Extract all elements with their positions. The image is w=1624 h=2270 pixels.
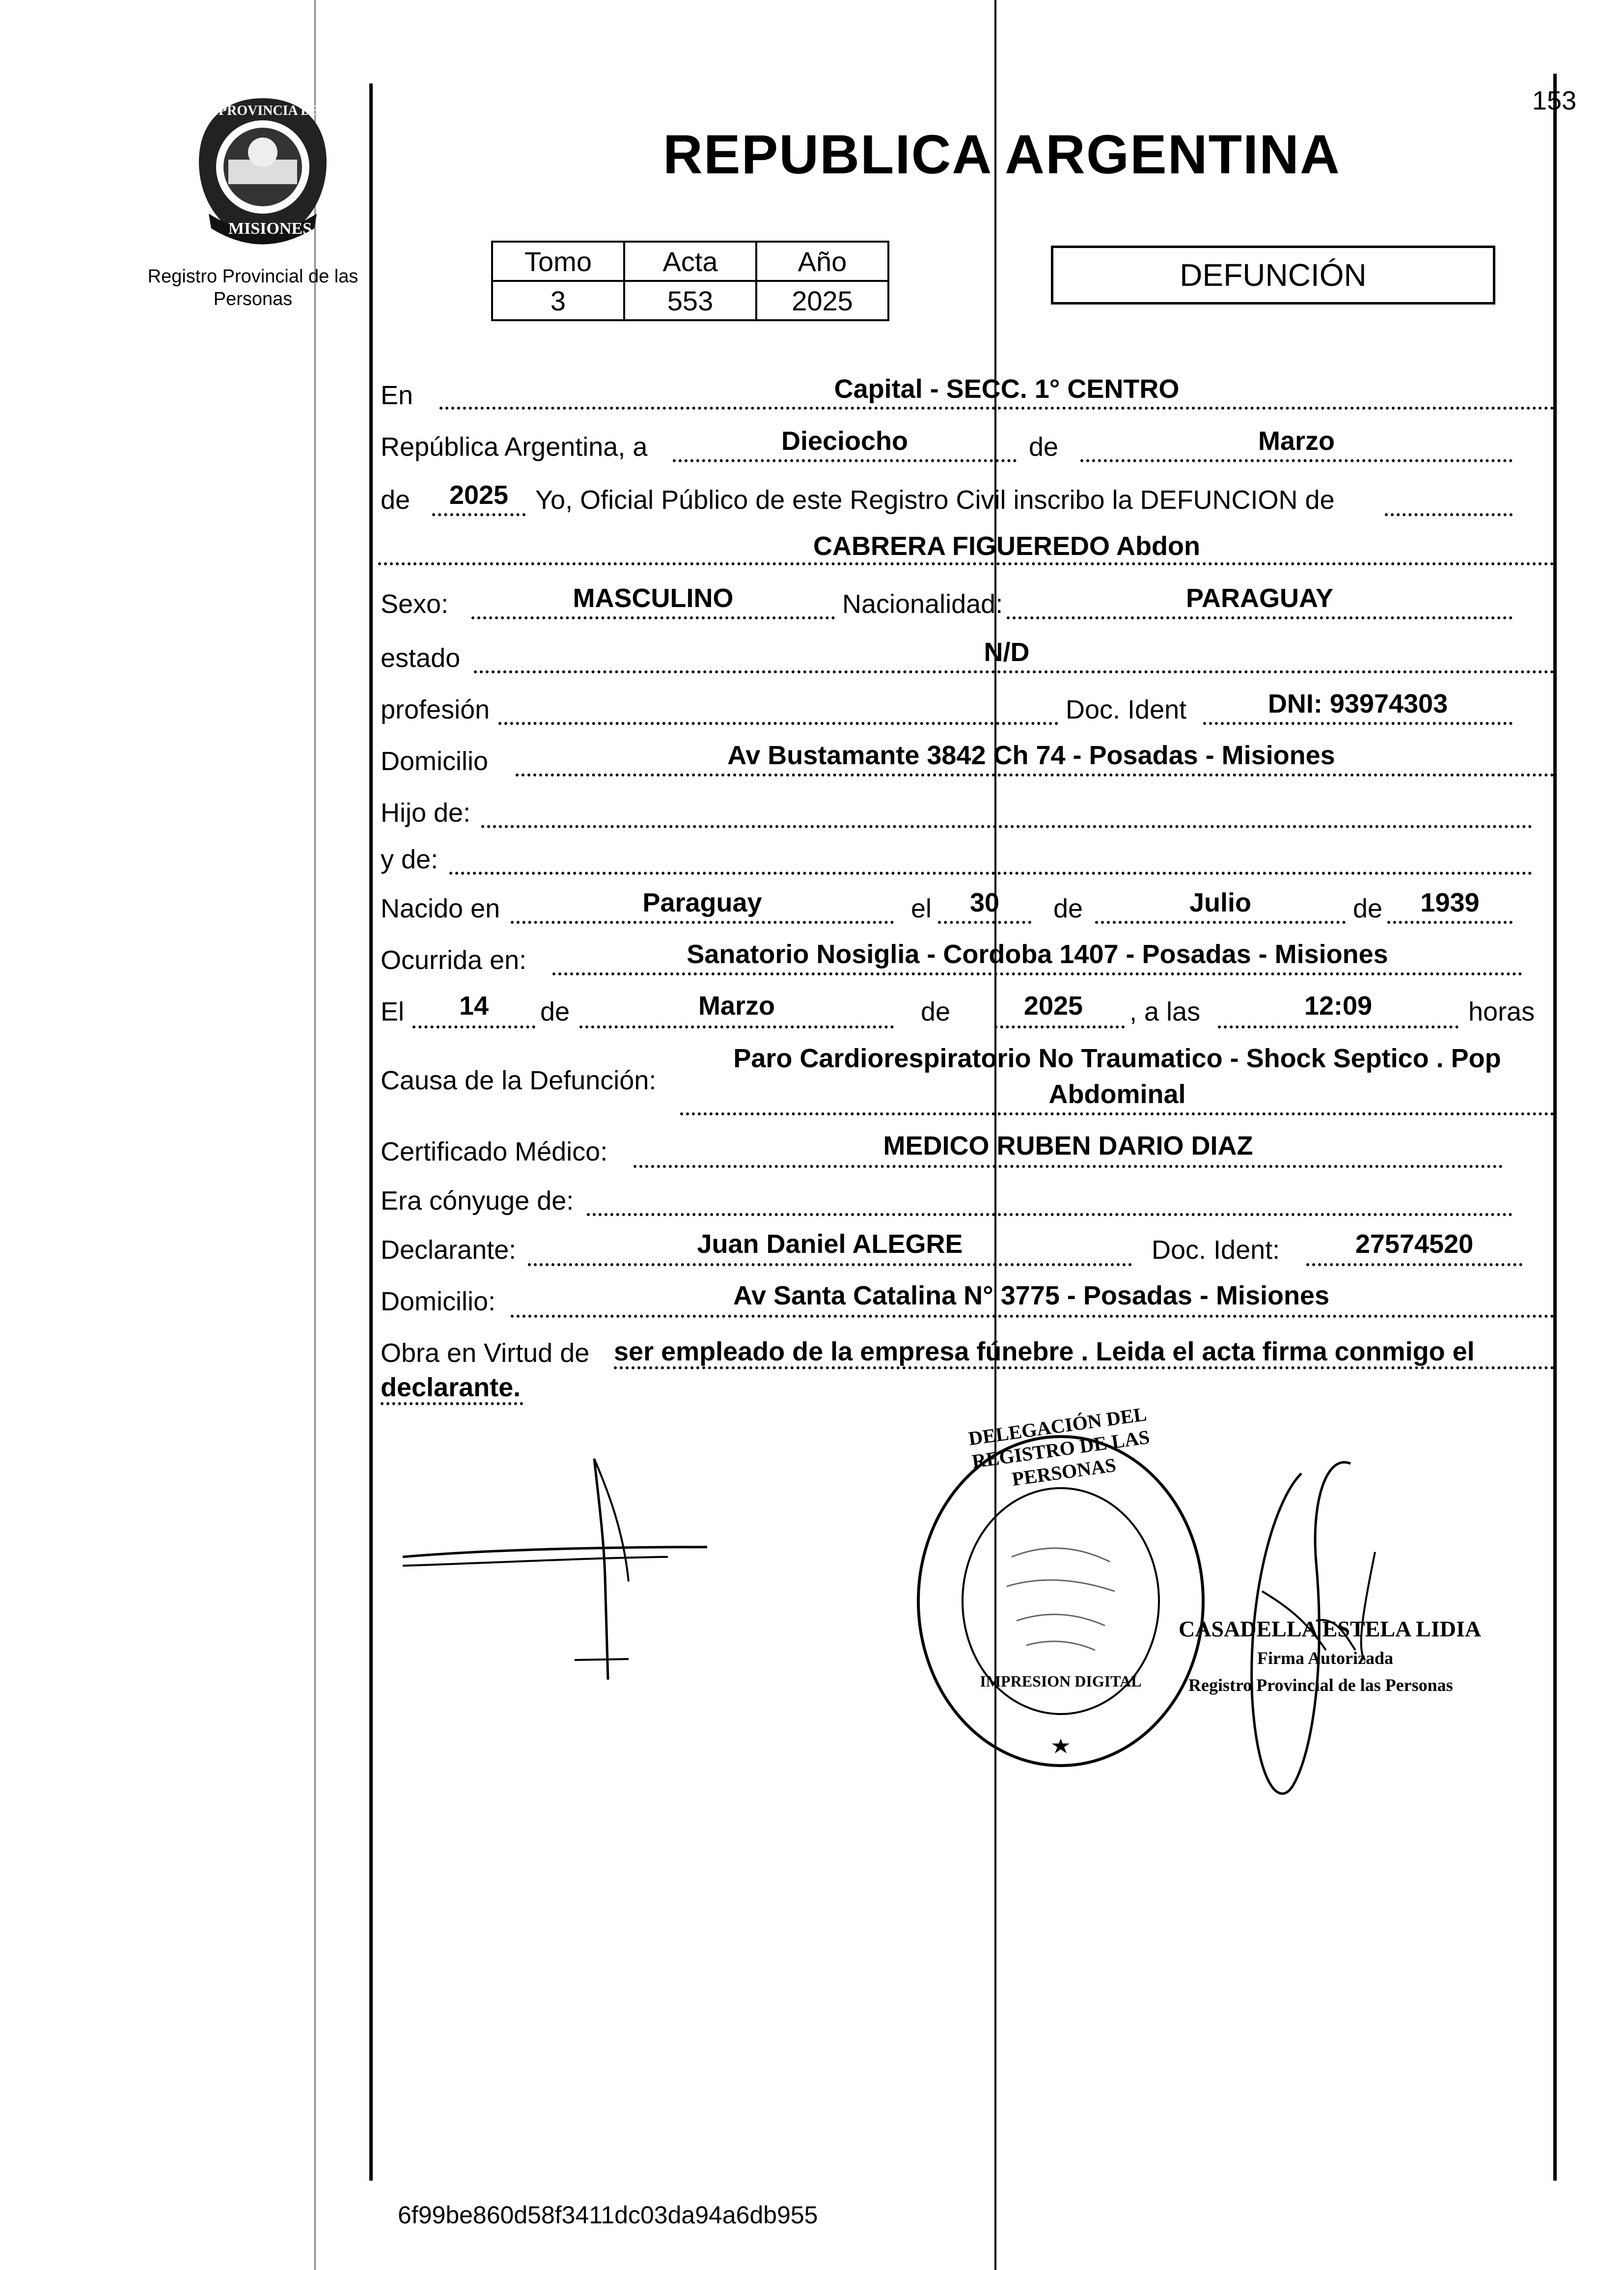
y-de-label: y de: [381,845,439,874]
month-line [1080,459,1513,462]
domicilio2-label: Domicilio: [381,1287,496,1316]
doc-ident-line [1203,722,1513,725]
obra-value: ser empleado de la empresa fúnebre . Leida el acta firma conmigo el [614,1337,1475,1366]
record-header-tomo: Tomo [492,242,624,281]
record-table [491,241,889,321]
nacido-line [511,921,894,924]
doc-ident-label: Doc. Ident [1066,695,1187,724]
record-value-ano: 2025 [756,281,888,320]
obra-label: Obra en Virtud de [381,1338,590,1368]
sexo-label: Sexo: [381,589,449,619]
official-name: CASADELLA ESTELA LIDIA [1179,1616,1482,1641]
hijo-label: Hijo de: [381,798,471,828]
el-label: el [911,894,932,923]
domicilio2-line [511,1315,1554,1318]
scan-edge-line [314,0,316,2270]
registry-name: Registro Provincial de las Personas [147,266,358,309]
republica-label: República Argentina, a [381,432,648,462]
el-cap-label: El [381,997,405,1026]
yo-text: Yo, Oficial Público de este Registro Civil inscribo la DEFUNCION de [535,485,1335,515]
causa-line [680,1112,1554,1115]
record-value-acta: 553 [624,281,756,320]
emblem-top-text: PROVINCIA DE [219,103,320,118]
month-value: Marzo [1258,426,1335,456]
death-time-line [1218,1025,1459,1028]
de-label-6: de [921,997,951,1026]
en-value: Capital - SECC. 1° CENTRO [834,374,1180,404]
ocurrida-value: Sanatorio Nosiglia - Cordoba 1407 - Posadas - Misiones [687,940,1388,969]
day-line [673,459,1017,462]
record-type-box [1051,246,1495,305]
misiones-emblem [189,91,336,248]
estado-label: estado [381,643,461,673]
certificado-line [633,1165,1503,1168]
estado-value: N/D [984,637,1030,667]
ocurrida-label: Ocurrida en: [381,945,527,975]
page-title: REPUBLICA ARGENTINA [663,124,1341,185]
domicilio-value: Av Bustamante 3842 Ch 74 - Posadas - Misiones [727,741,1335,770]
profesion-line [498,722,1058,725]
death-time: 12:09 [1304,991,1373,1021]
stamp-inner-text: IMPRESION DIGITAL [980,1672,1142,1690]
doc-ident2-line [1306,1263,1522,1266]
cross-mark [393,1454,746,1689]
certificado-value: MEDICO RUBEN DARIO DIAZ [883,1131,1253,1161]
birth-month: Julio [1189,888,1251,917]
conyuge-label: Era cónyuge de: [381,1186,574,1216]
de-label-1: de [1029,432,1059,462]
en-label: En [381,381,413,410]
birth-year-line [1387,921,1513,924]
profesion-label: profesión [381,695,490,724]
estado-line [474,670,1554,673]
certificado-label: Certificado Médico: [381,1137,608,1166]
obra-line [614,1366,1554,1369]
emblem-bottom-text: MISIONES [228,220,312,238]
day-value: Dieciocho [781,426,908,456]
de-label-5: de [540,997,570,1026]
death-year-line [994,1025,1125,1028]
sexo-line [471,616,835,619]
declarante-value: Juan Daniel ALEGRE [697,1229,963,1259]
record-header-acta: Acta [624,242,756,281]
death-month-line [579,1025,894,1028]
birth-day: 30 [969,888,1000,917]
de-label-4: de [1353,894,1383,923]
nacido-value: Paraguay [642,888,762,917]
y-de-line [449,872,1532,875]
doc-ident2-value: 27574520 [1355,1229,1474,1259]
deceased-name: CABRERA FIGUEREDO Abdon [813,531,1200,561]
death-year: 2025 [1023,991,1083,1021]
obra-line-2 [381,1402,523,1405]
registry-oval-stamp [908,1403,1213,1778]
domicilio2-value: Av Santa Catalina N° 3775 - Posadas - Misiones [733,1281,1330,1310]
yo-line [1385,513,1513,516]
declarante-label: Declarante: [381,1235,517,1265]
document-hash: 6f99be860d58f3411dc03da94a6db955 [398,2201,818,2229]
hijo-line [481,825,1532,828]
record-value-tomo: 3 [492,281,624,320]
deceased-line [378,562,1554,565]
en-line [440,407,1554,410]
year-value: 2025 [449,480,509,510]
stamp-ring-text: DELEGACIÓN DEL REGISTRO DE LAS PERSONAS [967,1403,1151,1491]
nacido-label: Nacido en [381,894,500,923]
causa-line-1: Paro Cardiorespiratorio No Traumatico - Shock Septico . Pop [733,1044,1501,1073]
birth-month-line [1095,921,1346,924]
sexo-value: MASCULINO [573,583,734,613]
official-office: Registro Provincial de las Personas [1188,1675,1453,1695]
left-margin-line [369,83,373,2181]
ocurrida-line [552,972,1522,975]
de-label-2: de [381,485,411,515]
nacionalidad-value: PARAGUAY [1185,583,1334,613]
domicilio-line [516,774,1554,776]
death-month: Marzo [698,991,775,1021]
de-label-3: de [1053,894,1083,923]
year-line [432,513,525,516]
conyuge-line [587,1213,1513,1216]
causa-label: Causa de la Defunción: [381,1066,657,1095]
nacionalidad-label: Nacionalidad: [842,589,1003,619]
nacionalidad-line [1007,616,1513,619]
doc-ident2-label: Doc. Ident: [1152,1235,1280,1265]
record-header-ano: Año [756,242,888,281]
right-margin-line [1553,74,1557,2181]
birth-day-line [938,921,1031,924]
doc-ident-value: DNI: 93974303 [1267,689,1448,719]
domicilio-label: Domicilio [381,747,489,776]
page-number: 153 [1532,86,1577,115]
death-day-line [413,1025,535,1028]
obra-value-2: declarante. [381,1373,521,1402]
horas-label: horas [1468,997,1535,1026]
alas-label: , a las [1129,997,1201,1026]
declarante-line [528,1263,1132,1266]
causa-line-2: Abdominal [1048,1080,1186,1109]
record-type: DEFUNCIÓN [1180,257,1367,293]
death-day: 14 [459,991,489,1021]
official-role: Firma Autorizada [1257,1648,1393,1668]
birth-year: 1939 [1420,888,1480,917]
